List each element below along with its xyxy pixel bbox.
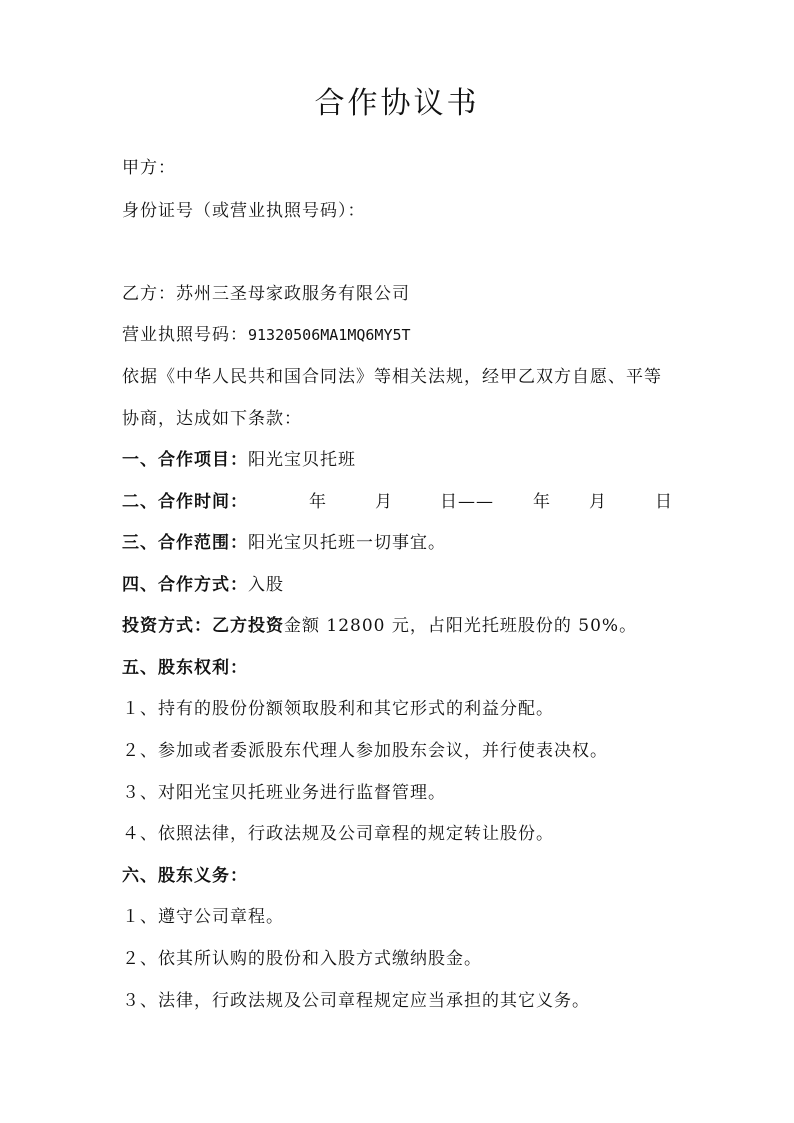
party-a-id-label: 身份证号（或营业执照号码）：	[122, 201, 366, 221]
section-3-value: 阳光宝贝托班一切事宜。	[248, 533, 446, 553]
investment-detail: 金额 12800 元，占阳光托班股份的 50%。	[284, 616, 638, 636]
section-3	[122, 532, 446, 554]
section-4-value: 入股	[248, 575, 284, 595]
party-b-name: 苏州三圣母家政服务有限公司	[176, 284, 410, 304]
end-year-label: 年	[533, 492, 551, 512]
party-b-line	[122, 283, 410, 305]
license-number: 91320506MA1MQ6MY5T	[248, 326, 411, 344]
start-day-label: 日——	[440, 492, 494, 512]
start-year-label: 年	[309, 492, 327, 512]
preamble-line-1: 依据《中华人民共和国合同法》等相关法规，经甲乙双方自愿、平等	[122, 367, 662, 387]
license-label: 营业执照号码：	[122, 325, 248, 345]
section-2	[122, 491, 682, 513]
section-1	[122, 449, 356, 471]
party-b-label: 乙方：	[122, 284, 176, 304]
end-day-label: 日	[655, 492, 673, 512]
duty-item: ２、依其所认购的股份和入股方式缴纳股金。	[122, 949, 482, 969]
section-1-heading: 一、合作项目：	[122, 450, 248, 470]
party-a-label: 甲方：	[122, 158, 176, 178]
section-2-heading: 二、合作时间：	[122, 492, 248, 512]
party-b-license-line	[122, 324, 411, 346]
section-4-heading: 四、合作方式：	[122, 575, 248, 595]
section-4	[122, 574, 284, 596]
end-month-label: 月	[589, 492, 607, 512]
section-1-value: 阳光宝贝托班	[248, 450, 356, 470]
right-item: １、持有的股份份额领取股利和其它形式的利益分配。	[122, 699, 554, 719]
duty-item: ３、法律，行政法规及公司章程规定应当承担的其它义务。	[122, 991, 590, 1011]
right-item: ２、参加或者委派股东代理人参加股东会议，并行使表决权。	[122, 741, 608, 761]
preamble-line-2: 协商，达成如下条款：	[122, 409, 302, 429]
section-6-heading: 六、股东义务：	[122, 866, 248, 886]
right-item: ３、对阳光宝贝托班业务进行监督管理。	[122, 783, 446, 803]
investment-line	[122, 615, 637, 637]
investment-party: 乙方投资	[212, 616, 284, 636]
investment-heading: 投资方式：	[122, 616, 212, 636]
start-month-label: 月	[375, 492, 393, 512]
section-3-heading: 三、合作范围：	[122, 533, 248, 553]
duty-item: １、遵守公司章程。	[122, 907, 284, 927]
right-item: ４、依照法律，行政法规及公司章程的规定转让股份。	[122, 824, 554, 844]
document-title: 合作协议书	[314, 86, 480, 121]
section-5-heading: 五、股东权利：	[122, 658, 248, 678]
